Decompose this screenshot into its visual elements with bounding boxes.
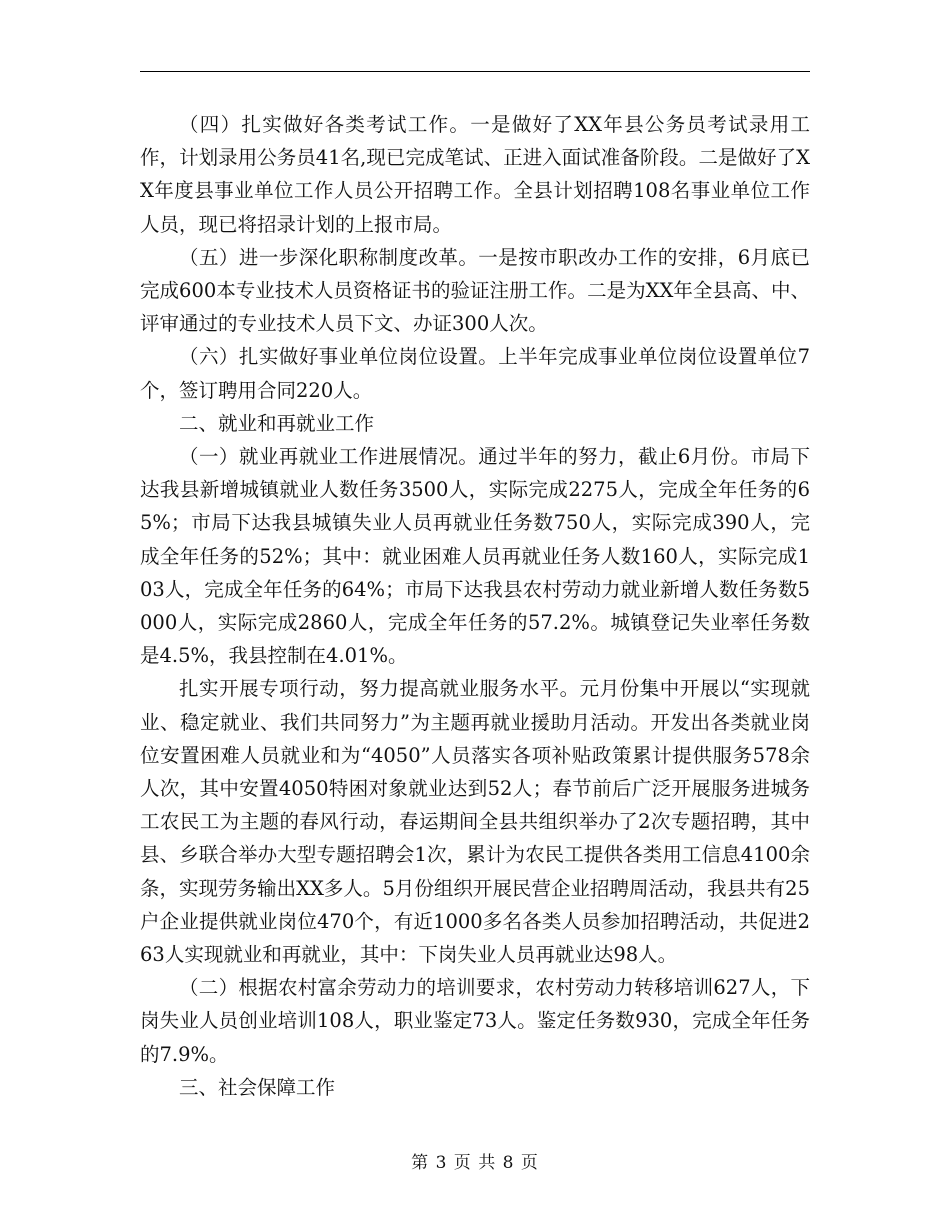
section-heading-social-security: 三、社会保障工作	[179, 1075, 336, 1099]
paragraph-exams: （四）扎实做好各类考试工作。一是做好了XX年县公务员考试录用工作，计划录用公务员41名,现已完成笔试、正进入面试准备阶段。二是做好了XX年度县事业单位工作人员公开招聘工作。全县计划招聘108名事业单位工作人员，现已将招录计划的上报市局。	[140, 113, 810, 236]
paragraph-title-reform: （五）进一步深化职称制度改革。一是按市职改办工作的安排，6月底已完成600本专业技术人员资格证书的验证注册工作。二是为XX年全县高、中、评审通过的专业技术人员下文、办证300人次。	[140, 245, 810, 336]
paragraph-training: （二）根据农村富余劳动力的培训要求，农村劳动力转移培训627人，下岗失业人员创业培训108人，职业鉴定73人。鉴定任务数930，完成全年任务的7.9%。	[140, 976, 810, 1066]
header-rule	[140, 71, 810, 72]
paragraph-employment-progress: （一）就业再就业工作进展情况。通过半年的努力，截止6月份。市局下达我县新增城镇就业人数任务3500人，实际完成2275人，完成全年任务的65%；市局下达我县城镇失业人员再就业任务数750人，实际完成390人，完成全年任务的52%；其中：就业困难人员再就业任务人数160人，实际完成103人，完成全年任务的64%；市局下达我县农村劳动力就业新增人数任务数5000人，实际完成2860人，完成全年任务的57.2%。城镇登记失业率任务数是4.5%，我县控制在4.01%。	[140, 445, 810, 668]
paragraph-special-actions: 扎实开展专项行动，努力提高就业服务水平。元月份集中开展以“实现就业、稳定就业、我们共同努力”为主题再就业援助月活动。开发出各类就业岗位安置困难人员就业和为“4050”人员落实各项补贴政策累计提供服务578余人次，其中安置4050特困对象就业达到52人；春节前后广泛开展服务进城务工农民工为主题的春风行动，春运期间全县共组织举办了2次专题招聘，其中县、乡联合举办大型专题招聘会1次，累计为农民工提供各类用工信息4100余条，实现劳务输出XX多人。5月份组织开展民营企业招聘周活动，我县共有25户企业提供就业岗位470个，有近1000多名各类人员参加招聘活动，共促进263人实现就业和再就业，其中：下岗失业人员再就业达98人。	[140, 677, 810, 967]
document-body	[140, 108, 810, 1104]
section-heading-employment: 二、就业和再就业工作	[179, 411, 375, 435]
paragraph-post-setup: （六）扎实做好事业单位岗位设置。上半年完成事业单位岗位设置单位7个，签订聘用合同220人。	[140, 345, 810, 402]
page-number: 第 3 页 共 8 页	[411, 1153, 539, 1173]
